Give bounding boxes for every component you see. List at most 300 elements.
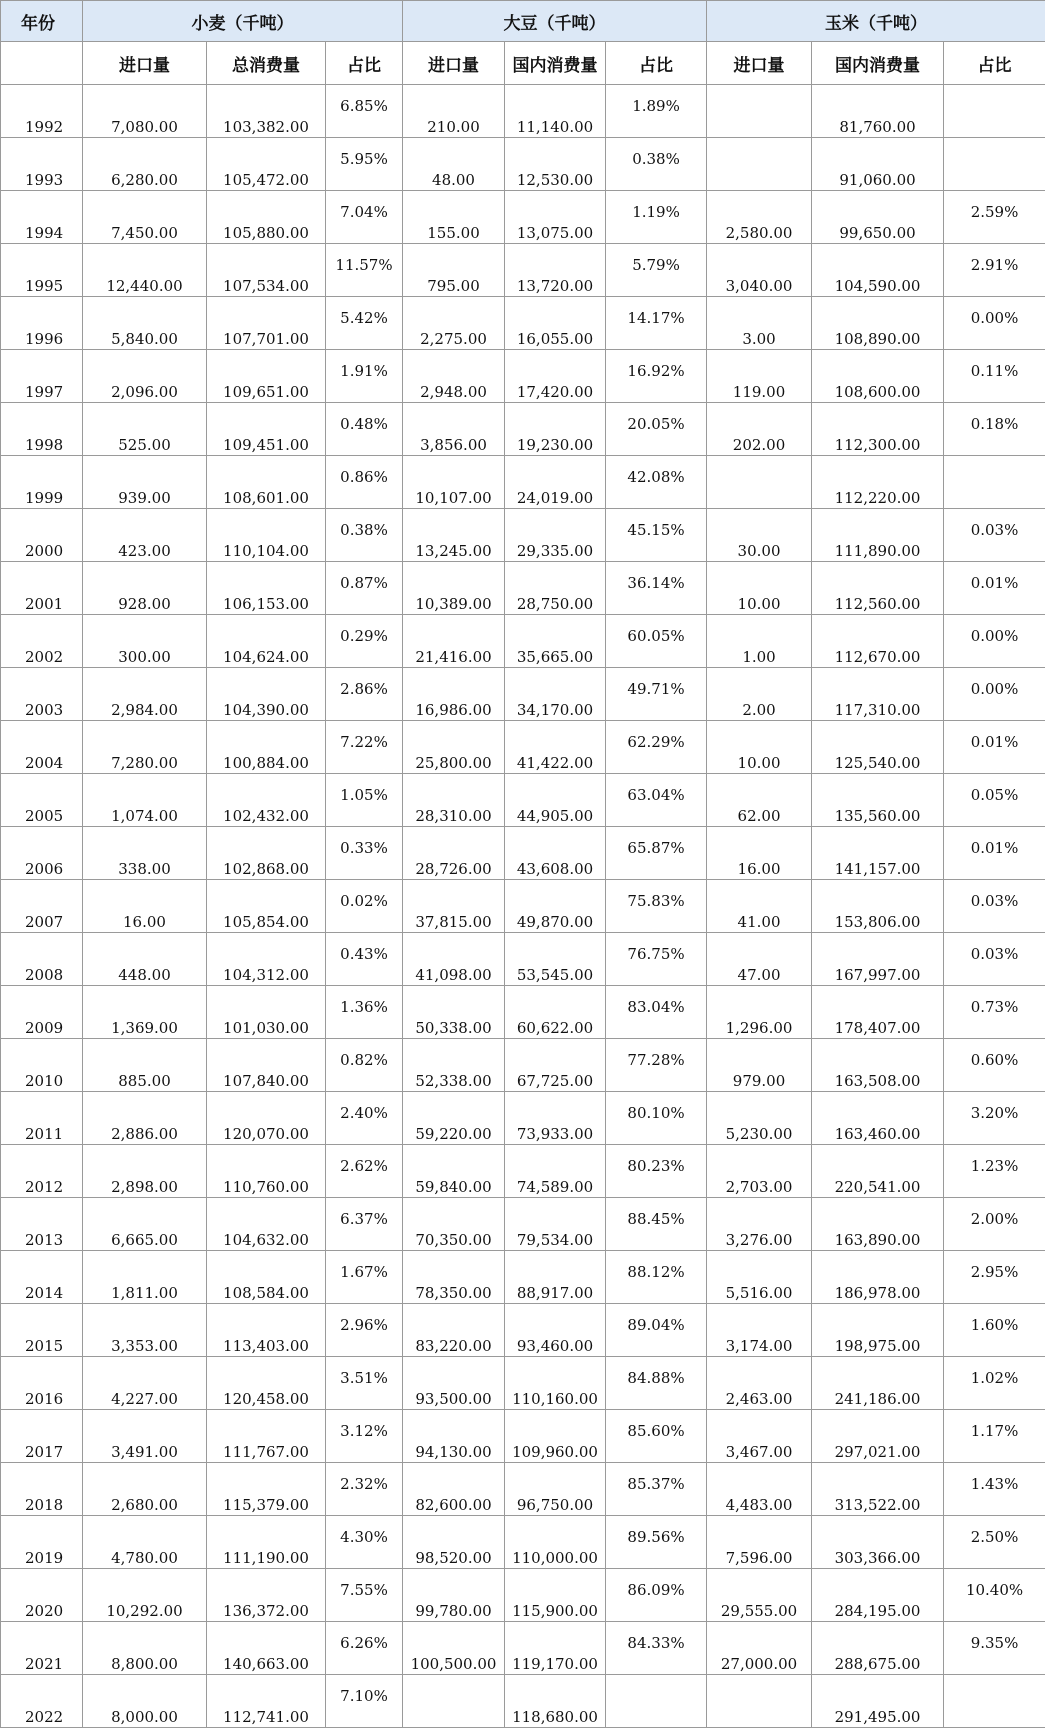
soy-share-cell: 20.05% <box>606 403 707 456</box>
table-row <box>1 1092 1045 1145</box>
wheat-total-cell: 102,432.00 <box>207 774 326 827</box>
corn-import-cell: 979.00 <box>707 1039 812 1092</box>
corn-import-cell: 2.00 <box>707 668 812 721</box>
table-row <box>1 1569 1045 1622</box>
wheat-total-cell: 140,663.00 <box>207 1622 326 1675</box>
table-row <box>1 1622 1045 1675</box>
corn-domestic-cell: 163,890.00 <box>812 1198 944 1251</box>
soy-share-cell: 36.14% <box>606 562 707 615</box>
corn-share-cell: 0.01% <box>944 721 1045 774</box>
corn-share-cell <box>944 1675 1045 1728</box>
soy-domestic-cell: 11,140.00 <box>505 85 606 138</box>
soy-domestic-cell: 119,170.00 <box>505 1622 606 1675</box>
year-cell: 1995 <box>1 244 83 297</box>
wheat-total-cell: 109,651.00 <box>207 350 326 403</box>
year-cell: 1994 <box>1 191 83 244</box>
soy-domestic-cell: 29,335.00 <box>505 509 606 562</box>
wheat-share-cell: 1.36% <box>326 986 403 1039</box>
soy-import-cell: 25,800.00 <box>403 721 505 774</box>
corn-import-cell: 2,463.00 <box>707 1357 812 1410</box>
corn-import-cell: 5,516.00 <box>707 1251 812 1304</box>
wheat-total-cell: 107,840.00 <box>207 1039 326 1092</box>
soy-import-cell: 59,840.00 <box>403 1145 505 1198</box>
soy-share-cell: 89.04% <box>606 1304 707 1357</box>
soy-domestic-cell: 110,000.00 <box>505 1516 606 1569</box>
table-row <box>1 986 1045 1039</box>
table-row <box>1 721 1045 774</box>
corn-share-cell: 2.91% <box>944 244 1045 297</box>
soy-domestic-cell: 19,230.00 <box>505 403 606 456</box>
soy-domestic-cell: 53,545.00 <box>505 933 606 986</box>
soy-domestic-cell: 109,960.00 <box>505 1410 606 1463</box>
soy-share-cell: 45.15% <box>606 509 707 562</box>
year-cell: 2018 <box>1 1463 83 1516</box>
wheat-total-cell: 107,701.00 <box>207 297 326 350</box>
wheat-total-cell: 108,584.00 <box>207 1251 326 1304</box>
corn-share-cell: 0.73% <box>944 986 1045 1039</box>
corn-import-cell <box>707 138 812 191</box>
soy-domestic-cell: 73,933.00 <box>505 1092 606 1145</box>
wheat-import-cell: 12,440.00 <box>83 244 207 297</box>
soy-import-cell: 99,780.00 <box>403 1569 505 1622</box>
soy-import-cell: 155.00 <box>403 191 505 244</box>
corn-import-cell: 10.00 <box>707 562 812 615</box>
soy-domestic-cell: 88,917.00 <box>505 1251 606 1304</box>
corn-import-cell: 4,483.00 <box>707 1463 812 1516</box>
corn-import-cell: 10.00 <box>707 721 812 774</box>
corn-import-cell: 3,040.00 <box>707 244 812 297</box>
soy-domestic-cell: 74,589.00 <box>505 1145 606 1198</box>
wheat-share-cell: 1.67% <box>326 1251 403 1304</box>
wheat-share-cell: 0.29% <box>326 615 403 668</box>
wheat-share-cell: 0.38% <box>326 509 403 562</box>
wheat-import-cell: 5,840.00 <box>83 297 207 350</box>
soy-import-cell: 3,856.00 <box>403 403 505 456</box>
soy-import-cell: 795.00 <box>403 244 505 297</box>
soy-share-cell: 16.92% <box>606 350 707 403</box>
corn-domestic-cell: 141,157.00 <box>812 827 944 880</box>
corn-share-cell: 0.00% <box>944 615 1045 668</box>
corn-share-cell: 2.50% <box>944 1516 1045 1569</box>
soy-share-cell <box>606 1675 707 1728</box>
soy-share-cell: 83.04% <box>606 986 707 1039</box>
soy-domestic-cell: 35,665.00 <box>505 615 606 668</box>
corn-import-cell: 41.00 <box>707 880 812 933</box>
wheat-total-cell: 112,741.00 <box>207 1675 326 1728</box>
corn-share-cell: 2.59% <box>944 191 1045 244</box>
table-row <box>1 85 1045 138</box>
table-row <box>1 615 1045 668</box>
wheat-share-header: 占比 <box>326 42 403 85</box>
table-row <box>1 456 1045 509</box>
soy-domestic-cell: 44,905.00 <box>505 774 606 827</box>
table-row <box>1 1463 1045 1516</box>
table-row <box>1 403 1045 456</box>
soy-domestic-cell: 28,750.00 <box>505 562 606 615</box>
soy-domestic-cell: 24,019.00 <box>505 456 606 509</box>
corn-domestic-cell: 81,760.00 <box>812 85 944 138</box>
wheat-import-cell: 448.00 <box>83 933 207 986</box>
table-row <box>1 1304 1045 1357</box>
wheat-total-cell: 109,451.00 <box>207 403 326 456</box>
corn-domestic-cell: 241,186.00 <box>812 1357 944 1410</box>
wheat-import-cell: 8,800.00 <box>83 1622 207 1675</box>
soy-import-cell: 70,350.00 <box>403 1198 505 1251</box>
year-cell: 2001 <box>1 562 83 615</box>
soy-domestic-cell: 41,422.00 <box>505 721 606 774</box>
soy-domestic-cell: 79,534.00 <box>505 1198 606 1251</box>
wheat-total-cell: 104,624.00 <box>207 615 326 668</box>
year-cell: 2019 <box>1 1516 83 1569</box>
wheat-share-cell: 1.05% <box>326 774 403 827</box>
corn-domestic-header: 国内消费量 <box>812 42 944 85</box>
wheat-import-cell: 10,292.00 <box>83 1569 207 1622</box>
corn-domestic-cell: 108,890.00 <box>812 297 944 350</box>
soy-domestic-cell: 49,870.00 <box>505 880 606 933</box>
soy-import-cell: 50,338.00 <box>403 986 505 1039</box>
wheat-share-cell: 7.10% <box>326 1675 403 1728</box>
soy-domestic-cell: 93,460.00 <box>505 1304 606 1357</box>
soy-share-cell: 75.83% <box>606 880 707 933</box>
soy-domestic-cell: 12,530.00 <box>505 138 606 191</box>
table-row <box>1 1516 1045 1569</box>
corn-share-cell: 2.95% <box>944 1251 1045 1304</box>
corn-share-cell: 0.03% <box>944 509 1045 562</box>
year-cell: 2014 <box>1 1251 83 1304</box>
wheat-share-cell: 3.51% <box>326 1357 403 1410</box>
corn-domestic-cell: 111,890.00 <box>812 509 944 562</box>
soy-share-cell: 77.28% <box>606 1039 707 1092</box>
year-cell: 1993 <box>1 138 83 191</box>
soy-domestic-cell: 43,608.00 <box>505 827 606 880</box>
soy-share-cell: 85.60% <box>606 1410 707 1463</box>
wheat-total-cell: 115,379.00 <box>207 1463 326 1516</box>
year-cell: 2003 <box>1 668 83 721</box>
year-cell: 1999 <box>1 456 83 509</box>
corn-share-cell: 1.23% <box>944 1145 1045 1198</box>
corn-domestic-cell: 91,060.00 <box>812 138 944 191</box>
wheat-share-cell: 2.62% <box>326 1145 403 1198</box>
corn-domestic-cell: 153,806.00 <box>812 880 944 933</box>
year-cell: 2005 <box>1 774 83 827</box>
year-cell: 2013 <box>1 1198 83 1251</box>
corn-domestic-cell: 303,366.00 <box>812 1516 944 1569</box>
corn-domestic-cell: 288,675.00 <box>812 1622 944 1675</box>
corn-domestic-cell: 125,540.00 <box>812 721 944 774</box>
corn-import-cell: 30.00 <box>707 509 812 562</box>
wheat-share-cell: 0.87% <box>326 562 403 615</box>
corn-share-cell: 0.60% <box>944 1039 1045 1092</box>
soy-import-cell: 83,220.00 <box>403 1304 505 1357</box>
wheat-total-cell: 111,190.00 <box>207 1516 326 1569</box>
soy-import-cell: 16,986.00 <box>403 668 505 721</box>
soy-import-cell: 59,220.00 <box>403 1092 505 1145</box>
year-cell: 2017 <box>1 1410 83 1463</box>
corn-share-cell: 1.43% <box>944 1463 1045 1516</box>
wheat-share-cell: 0.33% <box>326 827 403 880</box>
corn-share-cell: 0.01% <box>944 562 1045 615</box>
soy-import-cell <box>403 1675 505 1728</box>
year-subheader-empty <box>1 42 83 85</box>
corn-domestic-cell: 99,650.00 <box>812 191 944 244</box>
soy-share-cell: 89.56% <box>606 1516 707 1569</box>
table-row <box>1 827 1045 880</box>
soy-import-cell: 98,520.00 <box>403 1516 505 1569</box>
soy-share-cell: 84.88% <box>606 1357 707 1410</box>
table-row <box>1 1251 1045 1304</box>
soy-import-cell: 13,245.00 <box>403 509 505 562</box>
wheat-total-cell: 105,880.00 <box>207 191 326 244</box>
soy-share-cell: 49.71% <box>606 668 707 721</box>
wheat-total-header: 总消费量 <box>207 42 326 85</box>
wheat-import-cell: 423.00 <box>83 509 207 562</box>
corn-domestic-cell: 104,590.00 <box>812 244 944 297</box>
wheat-share-cell: 6.85% <box>326 85 403 138</box>
corn-share-cell: 1.02% <box>944 1357 1045 1410</box>
wheat-total-cell: 101,030.00 <box>207 986 326 1039</box>
table-row <box>1 880 1045 933</box>
wheat-share-cell: 0.86% <box>326 456 403 509</box>
corn-domestic-cell: 112,670.00 <box>812 615 944 668</box>
wheat-import-cell: 6,665.00 <box>83 1198 207 1251</box>
year-cell: 2009 <box>1 986 83 1039</box>
corn-share-cell: 0.00% <box>944 297 1045 350</box>
soy-share-cell: 0.38% <box>606 138 707 191</box>
year-cell: 2021 <box>1 1622 83 1675</box>
corn-share-cell: 0.03% <box>944 933 1045 986</box>
corn-share-cell: 0.01% <box>944 827 1045 880</box>
soy-share-header: 占比 <box>606 42 707 85</box>
wheat-import-cell: 7,080.00 <box>83 85 207 138</box>
corn-share-cell: 2.00% <box>944 1198 1045 1251</box>
wheat-import-cell: 1,074.00 <box>83 774 207 827</box>
corn-share-cell: 1.60% <box>944 1304 1045 1357</box>
wheat-total-cell: 111,767.00 <box>207 1410 326 1463</box>
corn-import-cell: 7,596.00 <box>707 1516 812 1569</box>
wheat-share-cell: 2.96% <box>326 1304 403 1357</box>
year-cell: 2004 <box>1 721 83 774</box>
corn-domestic-cell: 186,978.00 <box>812 1251 944 1304</box>
wheat-total-cell: 103,382.00 <box>207 85 326 138</box>
wheat-import-cell: 3,491.00 <box>83 1410 207 1463</box>
wheat-total-cell: 105,854.00 <box>207 880 326 933</box>
year-cell: 2000 <box>1 509 83 562</box>
year-cell: 2002 <box>1 615 83 668</box>
wheat-import-cell: 2,984.00 <box>83 668 207 721</box>
soy-share-cell: 1.89% <box>606 85 707 138</box>
wheat-import-cell: 8,000.00 <box>83 1675 207 1728</box>
wheat-import-cell: 338.00 <box>83 827 207 880</box>
corn-share-cell: 0.00% <box>944 668 1045 721</box>
corn-domestic-cell: 112,300.00 <box>812 403 944 456</box>
wheat-import-header: 进口量 <box>83 42 207 85</box>
soy-share-cell: 88.12% <box>606 1251 707 1304</box>
year-cell: 2020 <box>1 1569 83 1622</box>
soy-domestic-cell: 17,420.00 <box>505 350 606 403</box>
soy-share-cell: 63.04% <box>606 774 707 827</box>
corn-domestic-cell: 284,195.00 <box>812 1569 944 1622</box>
wheat-total-cell: 100,884.00 <box>207 721 326 774</box>
soy-domestic-header: 国内消费量 <box>505 42 606 85</box>
wheat-share-cell: 2.86% <box>326 668 403 721</box>
wheat-share-cell: 0.82% <box>326 1039 403 1092</box>
table-row <box>1 1357 1045 1410</box>
corn-import-cell <box>707 1675 812 1728</box>
corn-import-cell: 3,467.00 <box>707 1410 812 1463</box>
corn-import-cell: 5,230.00 <box>707 1092 812 1145</box>
corn-domestic-cell: 297,021.00 <box>812 1410 944 1463</box>
wheat-share-cell: 0.43% <box>326 933 403 986</box>
soy-import-cell: 94,130.00 <box>403 1410 505 1463</box>
soy-import-cell: 100,500.00 <box>403 1622 505 1675</box>
table-row <box>1 668 1045 721</box>
corn-import-cell: 27,000.00 <box>707 1622 812 1675</box>
table-row <box>1 774 1045 827</box>
corn-import-cell <box>707 456 812 509</box>
corn-import-header: 进口量 <box>707 42 812 85</box>
soy-share-cell: 1.19% <box>606 191 707 244</box>
wheat-total-cell: 136,372.00 <box>207 1569 326 1622</box>
wheat-import-cell: 2,886.00 <box>83 1092 207 1145</box>
corn-domestic-cell: 313,522.00 <box>812 1463 944 1516</box>
corn-domestic-cell: 291,495.00 <box>812 1675 944 1728</box>
corn-group-header: 玉米（千吨） <box>707 1 1045 42</box>
wheat-total-cell: 120,458.00 <box>207 1357 326 1410</box>
wheat-import-cell: 4,780.00 <box>83 1516 207 1569</box>
wheat-import-cell: 928.00 <box>83 562 207 615</box>
soy-import-cell: 2,275.00 <box>403 297 505 350</box>
wheat-import-cell: 7,450.00 <box>83 191 207 244</box>
wheat-total-cell: 104,632.00 <box>207 1198 326 1251</box>
corn-import-cell: 119.00 <box>707 350 812 403</box>
wheat-group-header: 小麦（千吨） <box>83 1 403 42</box>
soy-share-cell: 86.09% <box>606 1569 707 1622</box>
year-cell: 2022 <box>1 1675 83 1728</box>
wheat-share-cell: 2.32% <box>326 1463 403 1516</box>
wheat-import-cell: 7,280.00 <box>83 721 207 774</box>
group-header-row <box>1 1 1045 42</box>
corn-import-cell: 2,580.00 <box>707 191 812 244</box>
corn-import-cell: 3,174.00 <box>707 1304 812 1357</box>
year-cell: 1992 <box>1 85 83 138</box>
table-row <box>1 138 1045 191</box>
soy-share-cell: 5.79% <box>606 244 707 297</box>
table-row <box>1 191 1045 244</box>
corn-share-cell: 0.03% <box>944 880 1045 933</box>
year-cell: 2016 <box>1 1357 83 1410</box>
corn-domestic-cell: 112,560.00 <box>812 562 944 615</box>
table-row <box>1 350 1045 403</box>
wheat-total-cell: 110,760.00 <box>207 1145 326 1198</box>
soy-domestic-cell: 34,170.00 <box>505 668 606 721</box>
soy-share-cell: 88.45% <box>606 1198 707 1251</box>
corn-share-cell: 1.17% <box>944 1410 1045 1463</box>
soy-share-cell: 60.05% <box>606 615 707 668</box>
soy-share-cell: 84.33% <box>606 1622 707 1675</box>
soy-domestic-cell: 13,720.00 <box>505 244 606 297</box>
soy-share-cell: 65.87% <box>606 827 707 880</box>
table-row <box>1 933 1045 986</box>
corn-domestic-cell: 108,600.00 <box>812 350 944 403</box>
soy-domestic-cell: 118,680.00 <box>505 1675 606 1728</box>
wheat-import-cell: 2,096.00 <box>83 350 207 403</box>
year-cell: 2012 <box>1 1145 83 1198</box>
corn-import-cell: 16.00 <box>707 827 812 880</box>
wheat-import-cell: 1,369.00 <box>83 986 207 1039</box>
corn-domestic-cell: 163,460.00 <box>812 1092 944 1145</box>
wheat-share-cell: 7.22% <box>326 721 403 774</box>
soy-import-cell: 37,815.00 <box>403 880 505 933</box>
wheat-share-cell: 0.02% <box>326 880 403 933</box>
year-cell: 2015 <box>1 1304 83 1357</box>
soy-import-cell: 28,310.00 <box>403 774 505 827</box>
wheat-share-cell: 0.48% <box>326 403 403 456</box>
wheat-share-cell: 2.40% <box>326 1092 403 1145</box>
corn-domestic-cell: 220,541.00 <box>812 1145 944 1198</box>
soy-domestic-cell: 16,055.00 <box>505 297 606 350</box>
table-row <box>1 562 1045 615</box>
table-row <box>1 1675 1045 1728</box>
year-cell: 2010 <box>1 1039 83 1092</box>
corn-share-cell: 9.35% <box>944 1622 1045 1675</box>
soy-share-cell: 76.75% <box>606 933 707 986</box>
wheat-total-cell: 104,312.00 <box>207 933 326 986</box>
soy-share-cell: 80.23% <box>606 1145 707 1198</box>
wheat-share-cell: 6.26% <box>326 1622 403 1675</box>
wheat-share-cell: 1.91% <box>326 350 403 403</box>
corn-domestic-cell: 198,975.00 <box>812 1304 944 1357</box>
corn-import-cell: 3.00 <box>707 297 812 350</box>
table-row <box>1 1145 1045 1198</box>
wheat-total-cell: 120,070.00 <box>207 1092 326 1145</box>
soy-domestic-cell: 96,750.00 <box>505 1463 606 1516</box>
year-cell: 2007 <box>1 880 83 933</box>
wheat-share-cell: 6.37% <box>326 1198 403 1251</box>
wheat-import-cell: 885.00 <box>83 1039 207 1092</box>
soy-import-cell: 10,107.00 <box>403 456 505 509</box>
corn-share-header: 占比 <box>944 42 1045 85</box>
year-cell: 2011 <box>1 1092 83 1145</box>
soy-import-cell: 48.00 <box>403 138 505 191</box>
wheat-total-cell: 110,104.00 <box>207 509 326 562</box>
soy-import-cell: 82,600.00 <box>403 1463 505 1516</box>
year-cell: 2008 <box>1 933 83 986</box>
corn-share-cell <box>944 456 1045 509</box>
corn-import-cell: 47.00 <box>707 933 812 986</box>
wheat-import-cell: 525.00 <box>83 403 207 456</box>
corn-domestic-cell: 135,560.00 <box>812 774 944 827</box>
wheat-import-cell: 300.00 <box>83 615 207 668</box>
soy-import-cell: 10,389.00 <box>403 562 505 615</box>
soy-domestic-cell: 110,160.00 <box>505 1357 606 1410</box>
corn-domestic-cell: 112,220.00 <box>812 456 944 509</box>
wheat-total-cell: 106,153.00 <box>207 562 326 615</box>
soy-import-cell: 41,098.00 <box>403 933 505 986</box>
corn-import-cell <box>707 85 812 138</box>
corn-share-cell: 0.11% <box>944 350 1045 403</box>
corn-share-cell: 0.05% <box>944 774 1045 827</box>
year-cell: 1998 <box>1 403 83 456</box>
wheat-total-cell: 102,868.00 <box>207 827 326 880</box>
soy-import-cell: 28,726.00 <box>403 827 505 880</box>
wheat-total-cell: 104,390.00 <box>207 668 326 721</box>
table-row <box>1 509 1045 562</box>
soy-import-cell: 52,338.00 <box>403 1039 505 1092</box>
year-cell: 2006 <box>1 827 83 880</box>
table-row <box>1 297 1045 350</box>
corn-domestic-cell: 178,407.00 <box>812 986 944 1039</box>
soy-share-cell: 62.29% <box>606 721 707 774</box>
